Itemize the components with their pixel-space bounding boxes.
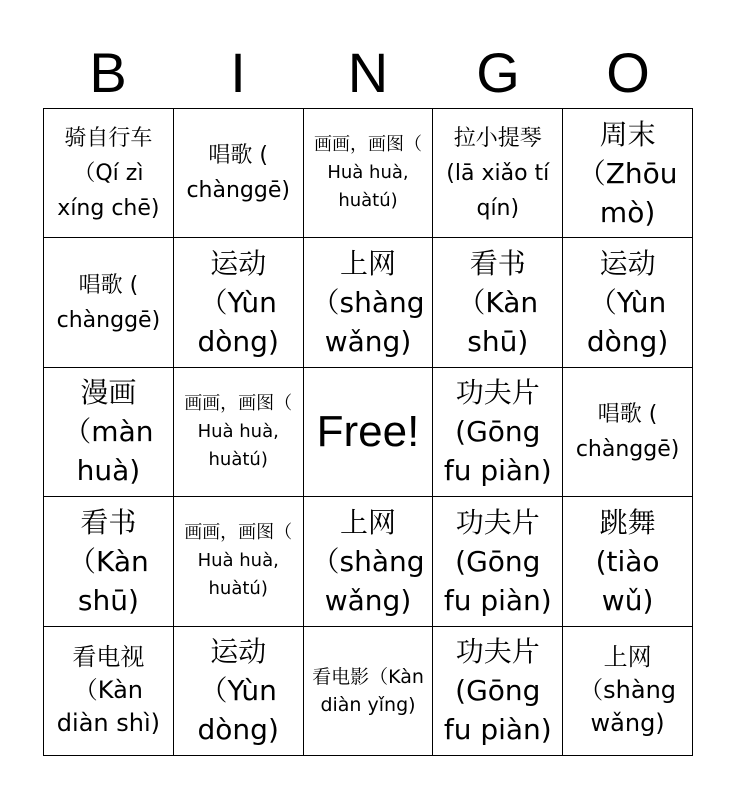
header-letter-o: O <box>606 41 650 104</box>
cell-label: 画画，画图（ Huà huà, huàtú) <box>184 522 293 600</box>
bingo-cell-r2c3[interactable] <box>304 238 434 367</box>
bingo-cell-r1c1[interactable] <box>44 109 174 238</box>
bingo-cell-r1c3[interactable] <box>304 109 434 238</box>
cell-label: 看书（Kàn shū) <box>457 247 539 359</box>
bingo-cell-r3c2[interactable] <box>174 368 304 497</box>
cell-label: 画画，画图（ Huà huà, huàtú) <box>313 134 422 212</box>
cell-label: 运动（Yùn dòng) <box>197 635 279 747</box>
cell-label: 运动（Yùn dòng) <box>586 247 669 359</box>
bingo-grid <box>43 108 693 756</box>
cell-label: 骑自行车（Qí zì xíng chē) <box>57 125 160 221</box>
cell-label: 运动（Yùn dòng) <box>197 247 279 359</box>
cell-label: 功夫片 (Gōng fu piàn) <box>443 635 552 747</box>
cell-label: 画画，画图（ Huà huà, huàtú) <box>184 392 293 470</box>
cell-label: 功夫片 (Gōng fu piàn) <box>443 505 552 617</box>
cell-label: 上网（shàng wǎng) <box>311 247 425 359</box>
header-letter-b: B <box>89 41 127 104</box>
bingo-header <box>43 38 693 108</box>
cell-label: 上网（shàng wǎng) <box>311 505 425 617</box>
cell-label: 唱歌 ( chànggē) <box>56 272 161 333</box>
cell-label: 上网（shàng wǎng) <box>579 643 677 738</box>
bingo-cell-r5c1[interactable] <box>44 627 174 756</box>
bingo-cell-r4c3[interactable] <box>304 497 434 626</box>
cell-label: 看电视（Kàn diàn shì) <box>56 643 160 738</box>
cell-label: 跳舞 (tiào wǔ) <box>595 505 660 617</box>
bingo-cell-r2c5[interactable] <box>563 238 693 367</box>
bingo-cell-r3c1[interactable] <box>44 368 174 497</box>
bingo-cell-r5c2[interactable] <box>174 627 304 756</box>
cell-label: 周末（Zhōu mò) <box>577 117 678 229</box>
bingo-cell-r4c4[interactable] <box>433 497 563 626</box>
free-space-label: Free! <box>316 406 420 456</box>
bingo-cell-free[interactable] <box>304 368 434 497</box>
bingo-cell-r2c4[interactable] <box>433 238 563 367</box>
cell-label: 唱歌 ( chànggē) <box>575 401 680 462</box>
bingo-cell-r4c5[interactable] <box>563 497 693 626</box>
bingo-cell-r3c5[interactable] <box>563 368 693 497</box>
bingo-cell-r4c1[interactable] <box>44 497 174 626</box>
header-letter-n: N <box>347 41 389 104</box>
header-letter-i: I <box>230 41 246 104</box>
bingo-cell-r5c4[interactable] <box>433 627 563 756</box>
cell-label: 看电影（Kàn diàn yǐng) <box>312 665 424 716</box>
bingo-cell-r3c4[interactable] <box>433 368 563 497</box>
bingo-cell-r1c2[interactable] <box>174 109 304 238</box>
bingo-cell-r5c3[interactable] <box>304 627 434 756</box>
cell-label: 漫画（màn huà) <box>63 376 154 488</box>
bingo-cell-r5c5[interactable] <box>563 627 693 756</box>
bingo-cell-r1c5[interactable] <box>563 109 693 238</box>
header-letter-g: G <box>476 41 520 104</box>
bingo-cell-r2c1[interactable] <box>44 238 174 367</box>
cell-label: 功夫片 (Gōng fu piàn) <box>443 376 552 488</box>
cell-label: 看书（Kàn shū) <box>68 505 149 617</box>
bingo-cell-r1c4[interactable] <box>433 109 563 238</box>
cell-label: 拉小提琴 (lā xiǎo tí qín) <box>446 125 550 221</box>
cell-label: 唱歌 ( chànggē) <box>186 143 290 204</box>
bingo-cell-r4c2[interactable] <box>174 497 304 626</box>
bingo-cell-r2c2[interactable] <box>174 238 304 367</box>
